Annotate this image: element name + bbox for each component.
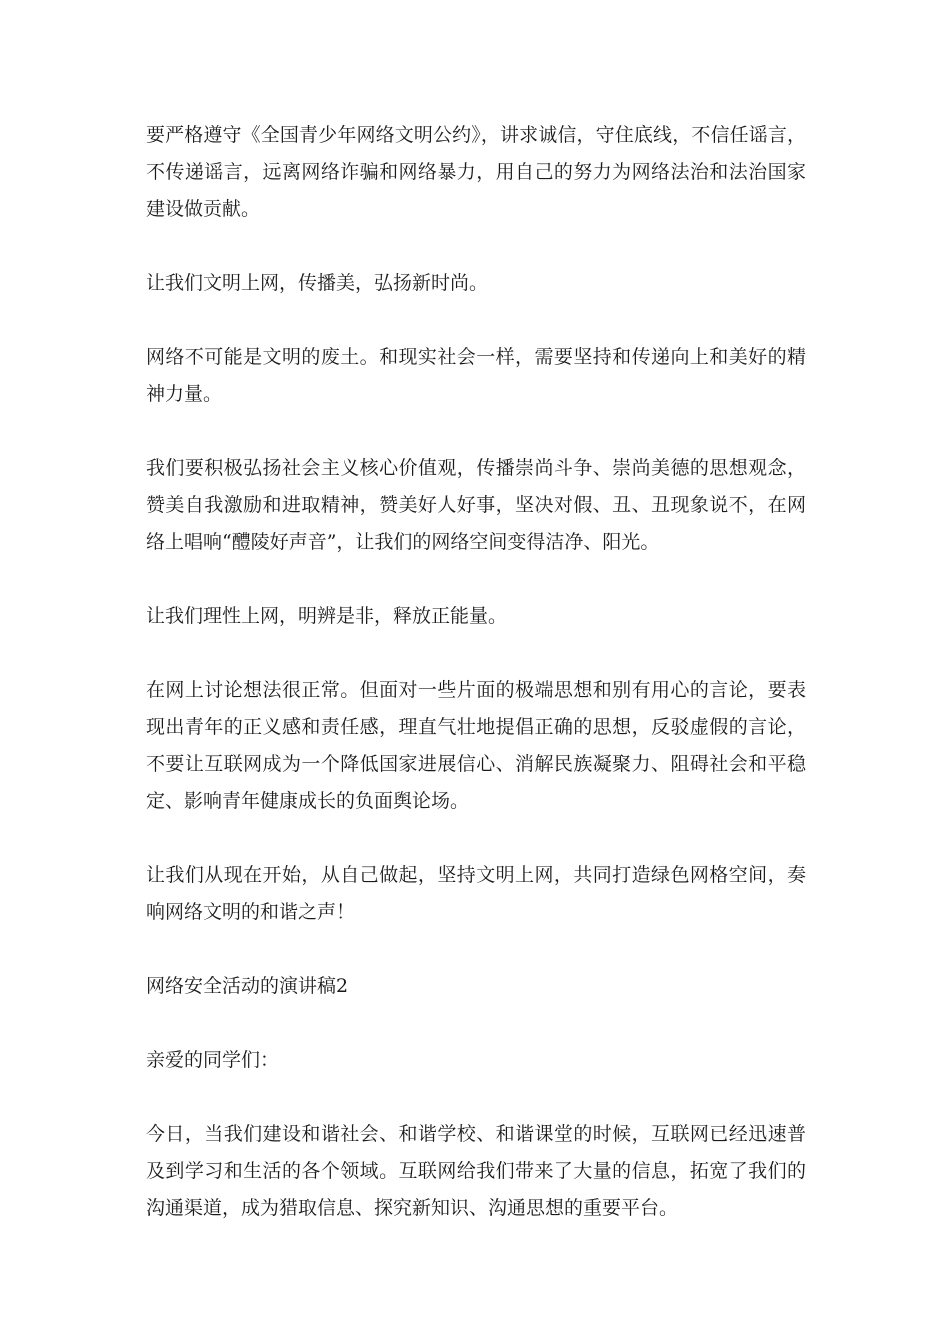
paragraph-2: 让我们文明上网，传播美，弘扬新时尚。 <box>146 272 489 294</box>
paragraph-6: 在网上讨论想法很正常。但面对一些片面的极端思想和别有用心的言论，要表现出青年的正义感和责任感，理直气壮地提倡正确的思想，反驳虚假的言论，不要让互联网成为一个降低国家进展信心、消解民族凝聚力、阻碍社会和平稳定、影响青年健康成长的负面舆论场。 <box>146 679 806 812</box>
paragraph-7: 让我们从现在开始，从自己做起，坚持文明上网，共同打造绿色网格空间，奏响网络文明的和谐之声！ <box>146 864 806 923</box>
document-page <box>146 117 806 1264</box>
section-title: 网络安全活动的演讲稿2 <box>146 975 349 997</box>
paragraph-4: 我们要积极弘扬社会主义核心价值观，传播崇尚斗争、崇尚美德的思想观念，赞美自我激励和进取精神，赞美好人好事，坚决对假、丑、丑现象说不，在网络上唱响“醴陵好声音”，让我们的网络空间变得洁净、阳光。 <box>146 457 806 553</box>
paragraph-3: 网络不可能是文明的废土。和现实社会一样，需要坚持和传递向上和美好的精神力量。 <box>146 346 806 405</box>
paragraph-10: 今日，当我们建设和谐社会、和谐学校、和谐课堂的时候，互联网已经迅速普及到学习和生活的各个领域。互联网给我们带来了大量的信息，拓宽了我们的沟通渠道，成为猎取信息、探究新知识、沟通思想的重要平台。 <box>146 1123 806 1219</box>
paragraph-1: 要严格遵守《全国青少年网络文明公约》，讲求诚信，守住底线，不信任谣言，不传递谣言，远离网络诈骗和网络暴力，用自己的努力为网络法治和法治国家建设做贡献。 <box>146 124 806 220</box>
paragraph-5: 让我们理性上网，明辨是非，释放正能量。 <box>146 605 508 627</box>
salutation: 亲爱的同学们： <box>146 1049 280 1071</box>
